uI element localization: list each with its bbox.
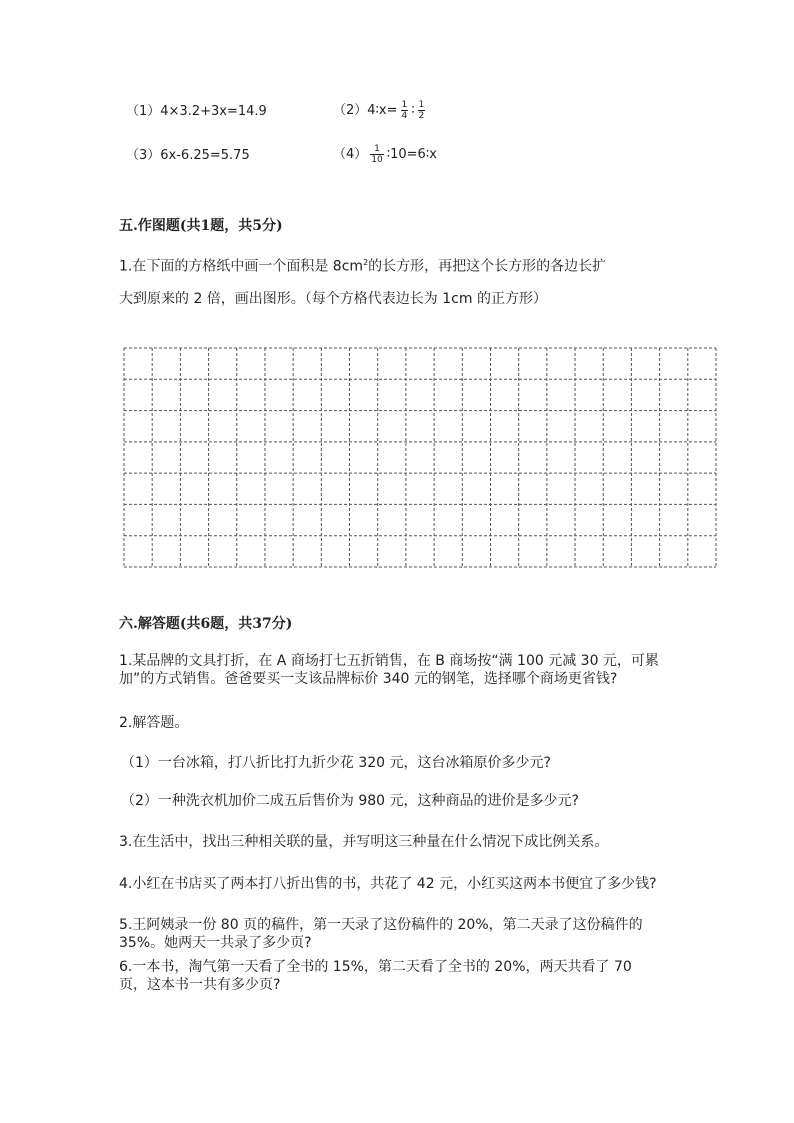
grid-paper[interactable] bbox=[123, 347, 717, 568]
fraction-one-tenth: $\frac{1}{10}$ bbox=[371, 144, 383, 165]
section-6-question-2-2: （2）一种洗衣机加价二成五后售价为 980 元，这种商品的进价是多少元? bbox=[121, 793, 579, 809]
section-5-title: 五.作图题(共1题，共5分) bbox=[119, 218, 283, 234]
q1-line1-text-a: 1.在下面的方格纸中画一个面积是 8cm bbox=[119, 258, 364, 275]
section-6-question-5: 5.王阿姨录一份 80 页的稿件，第一天录了这份稿件的 20%，第二天录了这份稿件的 35%。她两天一共录了多少页? bbox=[119, 917, 643, 951]
section-6-title: 六.解答题(共6题，共37分) bbox=[119, 616, 293, 632]
section-6-question-6: 6.一本书，淘气第一天看了全书的 15%，第二天看了全书的 20%，两天共看了 70 页，这本书一共有多少页? bbox=[119, 959, 632, 993]
equation-3: （3）6x-6.25=5.75 bbox=[126, 148, 250, 163]
equation-2-colon: ∶ bbox=[411, 103, 415, 118]
q1-line1-text-b: 的长方形，再把这个长方形的各边长扩 bbox=[368, 258, 607, 275]
equation-2-prefix: （2）4∶x= bbox=[333, 103, 398, 118]
equation-2 bbox=[333, 100, 428, 121]
squared-superscript: 2 bbox=[363, 258, 369, 267]
section-6-question-1: 1.某品牌的文具打折，在 A 商场打七五折销售，在 B 商场按“满 100 元减 30 元，可累加”的方式销售。爸爸要买一支该品牌标价 340 元的钢笔，选择哪个商场更省钱? bbox=[119, 653, 659, 687]
section-5-question-1-line-2: 大到原来的 2 倍，画出图形。（每个方格代表边长为 1cm 的正方形） bbox=[119, 291, 547, 307]
equation-4 bbox=[333, 144, 437, 165]
equation-4-prefix: （4） bbox=[333, 147, 368, 162]
equation-1: （1）4×3.2+3x=14.9 bbox=[126, 104, 267, 119]
section-6-question-2-1: （1）一台冰箱，打八折比打九折少花 320 元，这台冰箱原价多少元? bbox=[121, 755, 551, 771]
section-5-question-1-line-1 bbox=[119, 254, 606, 276]
fraction-one-quarter: $\frac{1}{4}$ bbox=[401, 100, 408, 121]
fraction-one-half: $\frac{1}{2}$ bbox=[418, 100, 425, 121]
section-6-question-3: 3.在生活中，找出三种相关联的量，并写明这三种量在什么情况下成比例关系。 bbox=[119, 834, 609, 850]
equation-4-suffix: ∶10=6∶x bbox=[386, 147, 437, 162]
section-6-question-2: 2.解答题。 bbox=[119, 715, 189, 731]
section-6-question-4: 4.小红在书店买了两本打八折出售的书，共花了 42 元，小红买这两本书便宜了多少钱? bbox=[119, 876, 657, 892]
